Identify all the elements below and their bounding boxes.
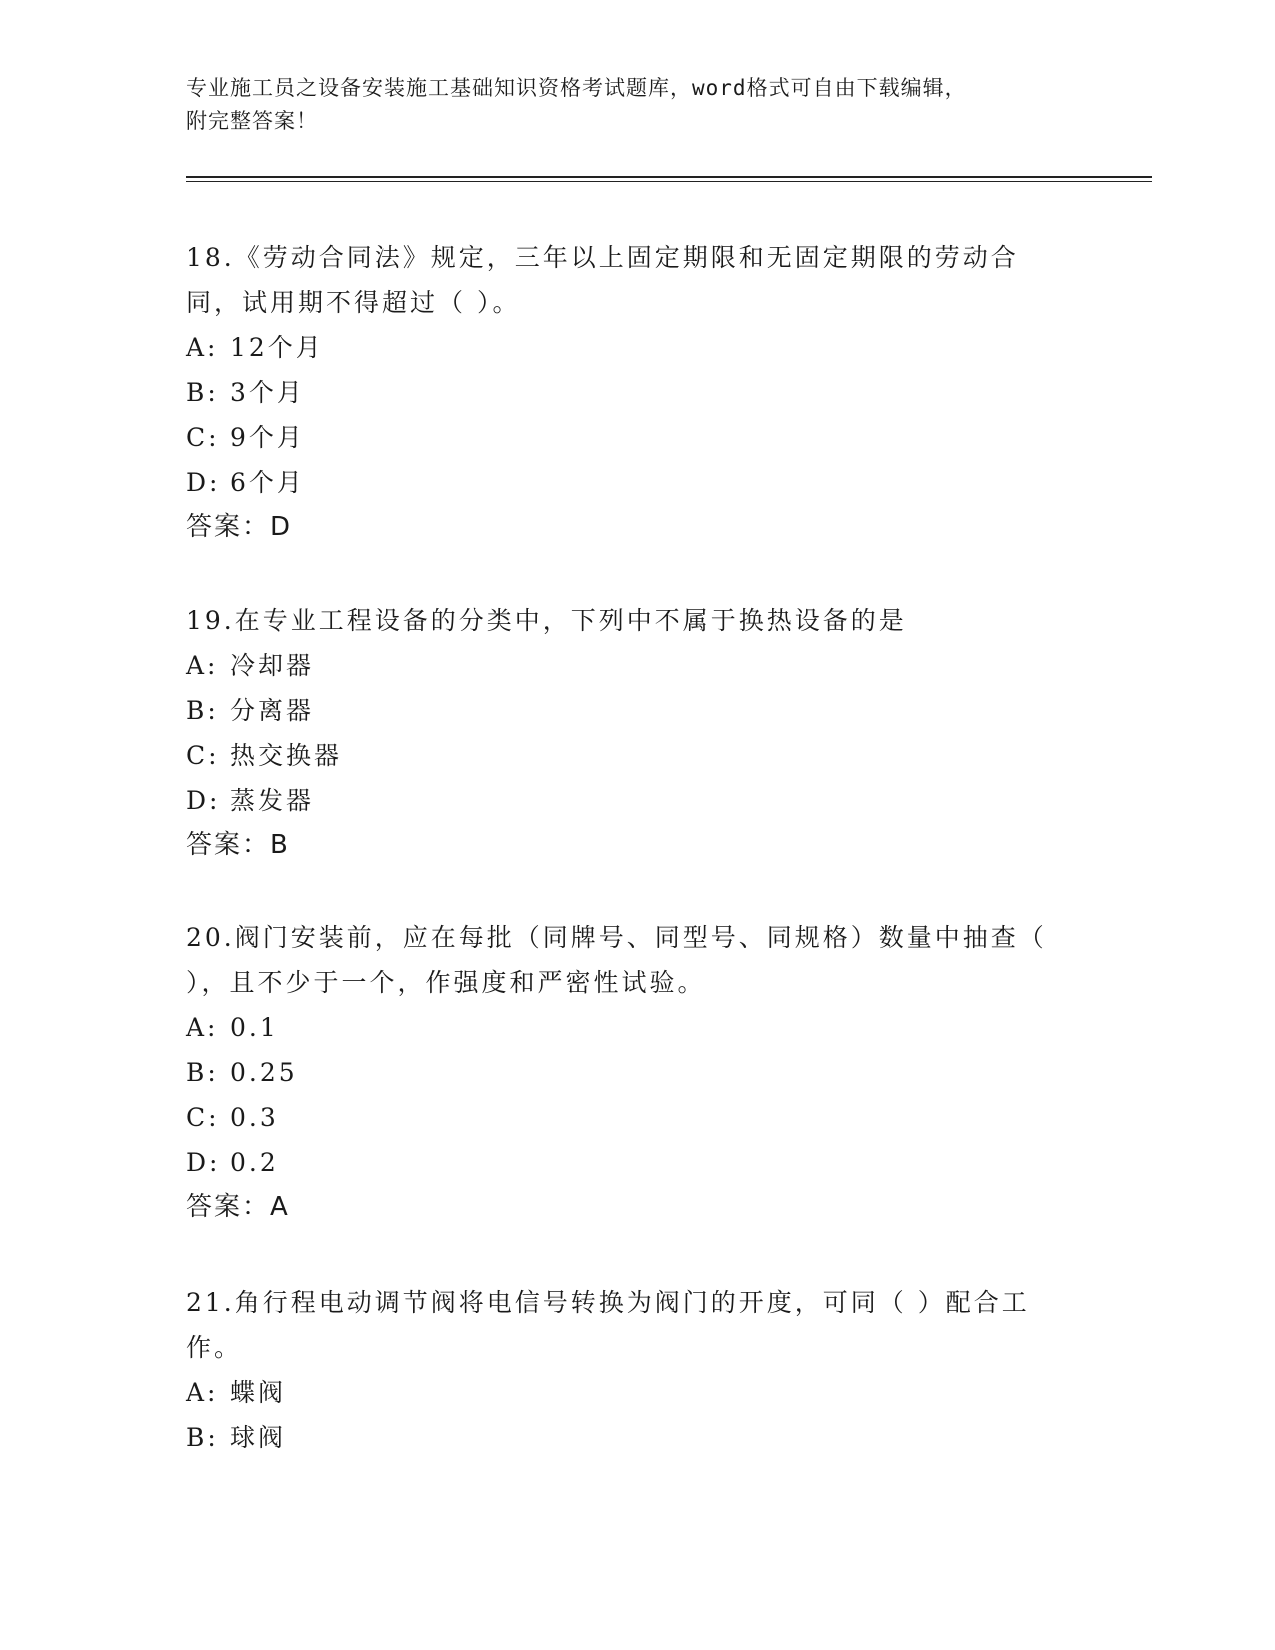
header-divider-thick — [186, 176, 1152, 178]
option-letter: D: — [186, 1148, 221, 1177]
option-text: 冷却器 — [230, 651, 315, 680]
question-20 — [186, 915, 1086, 1230]
option-a — [186, 1370, 1086, 1415]
option-letter: A: — [186, 1013, 219, 1042]
option-text: 0.25 — [230, 1058, 298, 1087]
header-divider-thin — [186, 181, 1152, 182]
option-d — [186, 778, 1086, 823]
option-letter: A: — [186, 333, 219, 362]
question-stem: 18.《劳动合同法》规定，三年以上固定期限和无固定期限的劳动合同，试用期不得超过（ ）。 — [186, 243, 1019, 317]
header-line-2: 附完整答案！ — [186, 109, 318, 133]
option-letter: B: — [186, 1058, 219, 1087]
question-21 — [186, 1280, 1086, 1460]
option-b — [186, 1415, 1086, 1460]
option-b — [186, 370, 1086, 415]
option-letter: D: — [186, 468, 221, 497]
option-text: 0.2 — [230, 1148, 279, 1177]
option-c — [186, 1095, 1086, 1140]
option-text: 12个月 — [230, 333, 324, 362]
option-d — [186, 460, 1086, 505]
answer-line: 答案：A — [186, 1192, 290, 1222]
option-a — [186, 1005, 1086, 1050]
option-letter: B: — [186, 696, 219, 725]
option-text: 蒸发器 — [230, 786, 315, 815]
option-c — [186, 733, 1086, 778]
option-c — [186, 415, 1086, 460]
option-text: 分离器 — [230, 696, 315, 725]
option-b — [186, 1050, 1086, 1095]
option-letter: A: — [186, 1378, 219, 1407]
answer-line: 答案：B — [186, 830, 290, 860]
option-letter: B: — [186, 1423, 219, 1452]
option-text: 球阀 — [230, 1423, 287, 1452]
answer-line: 答案：D — [186, 512, 293, 542]
option-text: 0.3 — [230, 1103, 279, 1132]
option-text: 9个月 — [230, 423, 305, 452]
option-letter: C: — [186, 423, 220, 452]
option-text: 0.1 — [230, 1013, 279, 1042]
option-letter: D: — [186, 786, 221, 815]
option-text: 3个月 — [230, 378, 305, 407]
option-d — [186, 1140, 1086, 1185]
question-stem: 20.阀门安装前，应在每批（同牌号、同型号、同规格）数量中抽查（ ），且不少于一个，作强度和严密性试验。 — [186, 923, 1047, 997]
option-letter: C: — [186, 1103, 220, 1132]
option-a — [186, 643, 1086, 688]
option-text: 热交换器 — [230, 741, 343, 770]
document-header — [186, 72, 1086, 138]
question-18 — [186, 235, 1086, 550]
question-stem: 21.角行程电动调节阀将电信号转换为阀门的开度，可同（ ）配合工作。 — [186, 1288, 1030, 1362]
option-letter: A: — [186, 651, 219, 680]
option-text: 6个月 — [230, 468, 305, 497]
option-letter: B: — [186, 378, 219, 407]
question-19 — [186, 598, 1086, 868]
header-line-1: 专业施工员之设备安装施工基础知识资格考试题库，word格式可自由下载编辑， — [186, 76, 967, 100]
option-b — [186, 688, 1086, 733]
option-text: 蝶阀 — [230, 1378, 287, 1407]
option-a — [186, 325, 1086, 370]
question-stem: 19.在专业工程设备的分类中，下列中不属于换热设备的是 — [186, 606, 907, 635]
option-letter: C: — [186, 741, 220, 770]
